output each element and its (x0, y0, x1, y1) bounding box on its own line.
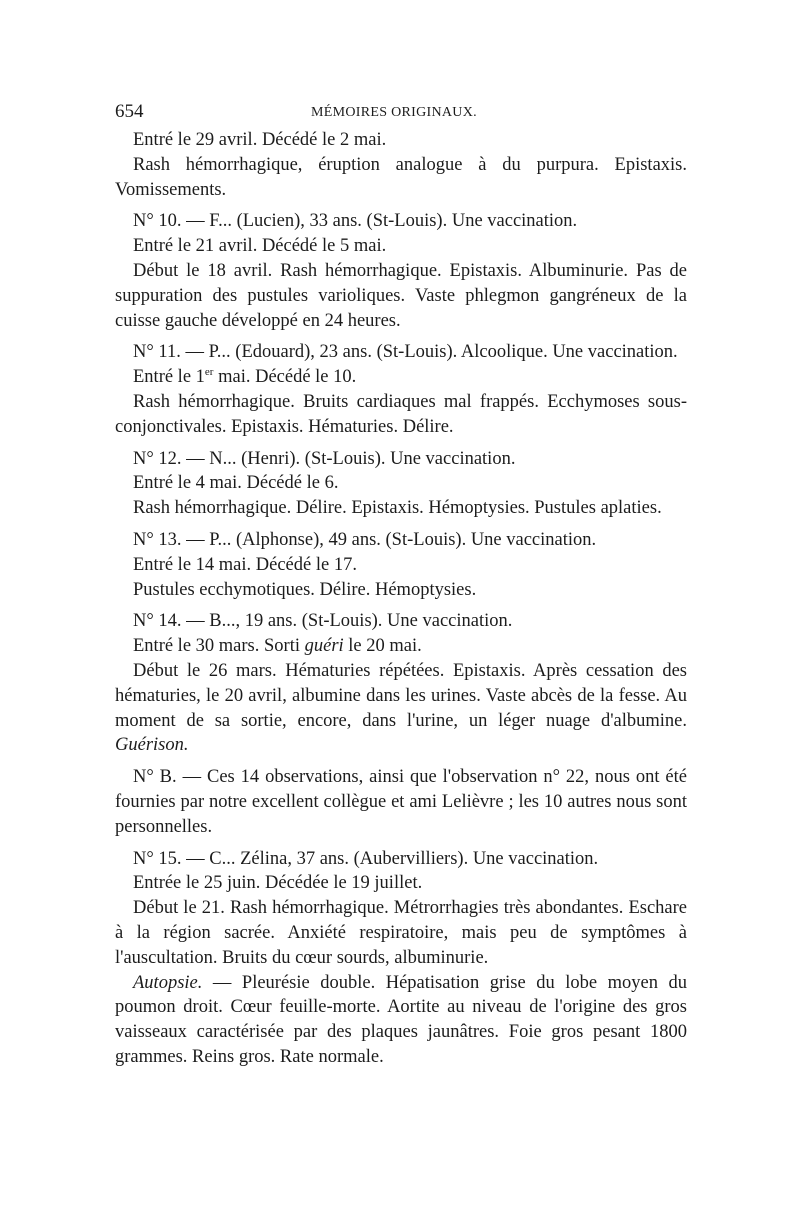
italic-run: Guérison. (115, 735, 189, 756)
text-run: mai. Décédé le 10. (213, 367, 357, 388)
superscript: er (204, 366, 214, 379)
text-run: — Pleurésie double. Hépatisation grise du lobe moyen du poumon droit. Cœur feuille-morte. Aortite au niveau de l'origine des gros vaisseaux caractérisée par des plaques jaunâtres. Foie gros pesant 1800 grammes. Reins gros. Rate normale. (115, 972, 687, 1067)
case-heading: N° 13. — P... (Alphonse), 49 ans. (St-Louis). Une vaccination. (133, 529, 597, 550)
paragraph: Entré le 4 mai. Décédé le 6. (133, 473, 339, 494)
running-title: MÉMOIRES ORIGINAUX. (311, 105, 477, 120)
case-heading: N° 14. — B..., 19 ans. (St-Louis). Une vaccination. (133, 611, 513, 632)
paragraph: Entré le 29 avril. Décédé le 2 mai. (133, 130, 387, 150)
paragraph: Entrée le 25 juin. Décédée le 19 juillet. (133, 873, 423, 894)
running-header (115, 100, 685, 124)
body-text (115, 128, 687, 1070)
paragraph: Rash hémorrhagique. Bruits cardiaques mal frappés. Ecchymoses sous-conjonctivales. Epistaxis. Hématuries. Délire. (115, 391, 687, 437)
italic-run: Autopsie. (133, 972, 203, 993)
text-run: le 20 mai. (343, 636, 422, 657)
paragraph: Pustules ecchymotiques. Délire. Hémoptysies. (133, 579, 477, 600)
case-heading: N° 11. — P... (Edouard), 23 ans. (St-Louis). Alcoolique. Une vaccination. (133, 342, 678, 363)
case-heading: N° 15. — C... Zélina, 37 ans. (Aubervilliers). Une vaccination. (133, 848, 599, 869)
case-heading: N° 10. — F... (Lucien), 33 ans. (St-Louis). Une vaccination. (133, 211, 578, 232)
page-number: 654 (115, 101, 144, 122)
paragraph: Rash hémorrhagique. Délire. Epistaxis. Hémoptysies. Pustules aplaties. (133, 498, 662, 519)
paragraph: Entré le 21 avril. Décédé le 5 mai. (133, 236, 387, 257)
paragraph: Début le 18 avril. Rash hémorrhagique. Epistaxis. Albuminurie. Pas de suppuration des pustules varioliques. Vaste phlegmon gangréneux de la cuisse gauche développé en 24 heures. (115, 260, 687, 331)
text-run: Début le 26 mars. Hématuries répétées. Epistaxis. Après cessation des hématuries, le 20 avril, albumine dans les urines. Vaste abcès de la fesse. Au moment de sa sortie, encore, dans l'urine, un léger nuage d'albumine. (115, 660, 687, 731)
paragraph: Début le 21. Rash hémorrhagique. Métrorrhagies très abondantes. Eschare à la région sacrée. Anxiété respiratoire, mais peu de symptômes à l'auscultation. Bruits du cœur sourds, albuminurie. (115, 898, 687, 968)
paragraph: Rash hémorrhagique, éruption analogue à du purpura. Epistaxis. Vomissements. (115, 154, 687, 200)
paragraph (115, 971, 687, 1070)
text-run: Entré le 1 (133, 367, 205, 388)
note-paragraph: N° B. — Ces 14 observations, ainsi que l'observation n° 22, nous ont été fournies par notre excellent collègue et ami Lelièvre ; les 10 autres nous sont personnelles. (115, 767, 687, 837)
case-heading: N° 12. — N... (Henri). (St-Louis). Une vaccination. (133, 448, 516, 469)
paragraph: Entré le 14 mai. Décédé le 17. (133, 554, 357, 575)
paragraph (115, 634, 687, 659)
italic-run: guéri (304, 636, 344, 657)
paragraph (115, 365, 687, 390)
text-run: Entré le 30 mars. Sorti (133, 636, 305, 657)
paragraph (115, 659, 687, 758)
